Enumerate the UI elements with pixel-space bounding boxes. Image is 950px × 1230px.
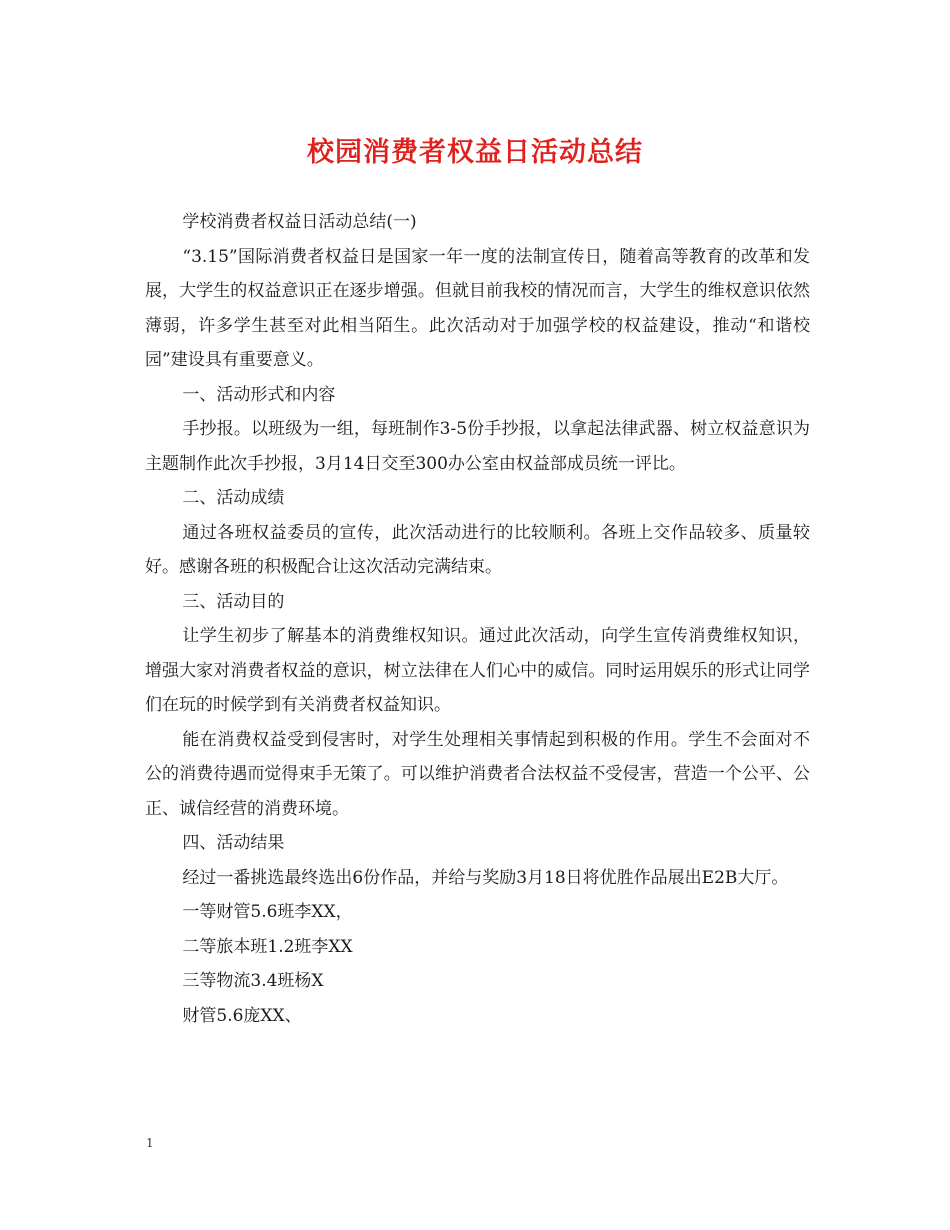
paragraph-subtitle: 学校消费者权益日活动总结(一) xyxy=(182,212,417,232)
award-line-1: 一等财管5.6班李XX， xyxy=(182,902,353,922)
paragraph-section-4: 经过一番挑选最终选出6份作品，并给与奖励3月18日将优胜作品展出E2B大厅。 xyxy=(182,867,789,888)
section-heading-2: 二、活动成绩 xyxy=(182,488,285,508)
paragraph-section-3b: 能在消费权益受到侵害时，对学生处理相关事情起到积极的作用。学生不会面对不公的消费待遇而觉得束手无策了。可以维护消费者合法权益不受侵害，营造一个公平、公正、诚信经营的消费环境。 xyxy=(145,729,810,819)
page-number: 1 xyxy=(146,1136,154,1150)
paragraph-section-1: 手抄报。以班级为一组，每班制作3-5份手抄报，以拿起法律武器、树立权益意识为主题制作此次手抄报，3月14日交至300办公室由权益部成员统一评比。 xyxy=(145,419,810,474)
award-line-2: 二等旅本班1.2班李XX xyxy=(182,936,353,957)
document-body xyxy=(145,205,810,1033)
award-line-3: 三等物流3.4班杨X xyxy=(182,971,324,991)
section-heading-4: 四、活动结果 xyxy=(182,833,285,853)
document-title: 校园消费者权益日活动总结 xyxy=(307,137,643,168)
paragraph-section-2: 通过各班权益委员的宣传，此次活动进行的比较顺利。各班上交作品较多、质量较好。感谢各班的积极配合让这次活动完满结束。 xyxy=(145,522,810,577)
section-heading-1: 一、活动形式和内容 xyxy=(182,384,336,405)
paragraph-section-3a: 让学生初步了解基本的消费维权知识。通过此次活动，向学生宣传消费维权知识，增强大家对消费者权益的意识，树立法律在人们心中的威信。同时运用娱乐的形式让同学们在玩的时候学到有关消费者权益知识。 xyxy=(145,626,810,715)
award-line-4: 财管5.6庞XX、 xyxy=(182,1005,302,1026)
section-heading-3: 三、活动目的 xyxy=(182,591,285,612)
paragraph-intro: “3.15”国际消费者权益日是国家一年一度的法制宣传日，随着高等教育的改革和发展，大学生的权益意识正在逐步增强。但就目前我校的情况而言，大学生的维权意识依然薄弱，许多学生甚至对此相当陌生。此次活动对于加强学校的权益建设，推动“和谐校园”建设具有重要意义。 xyxy=(145,246,810,370)
